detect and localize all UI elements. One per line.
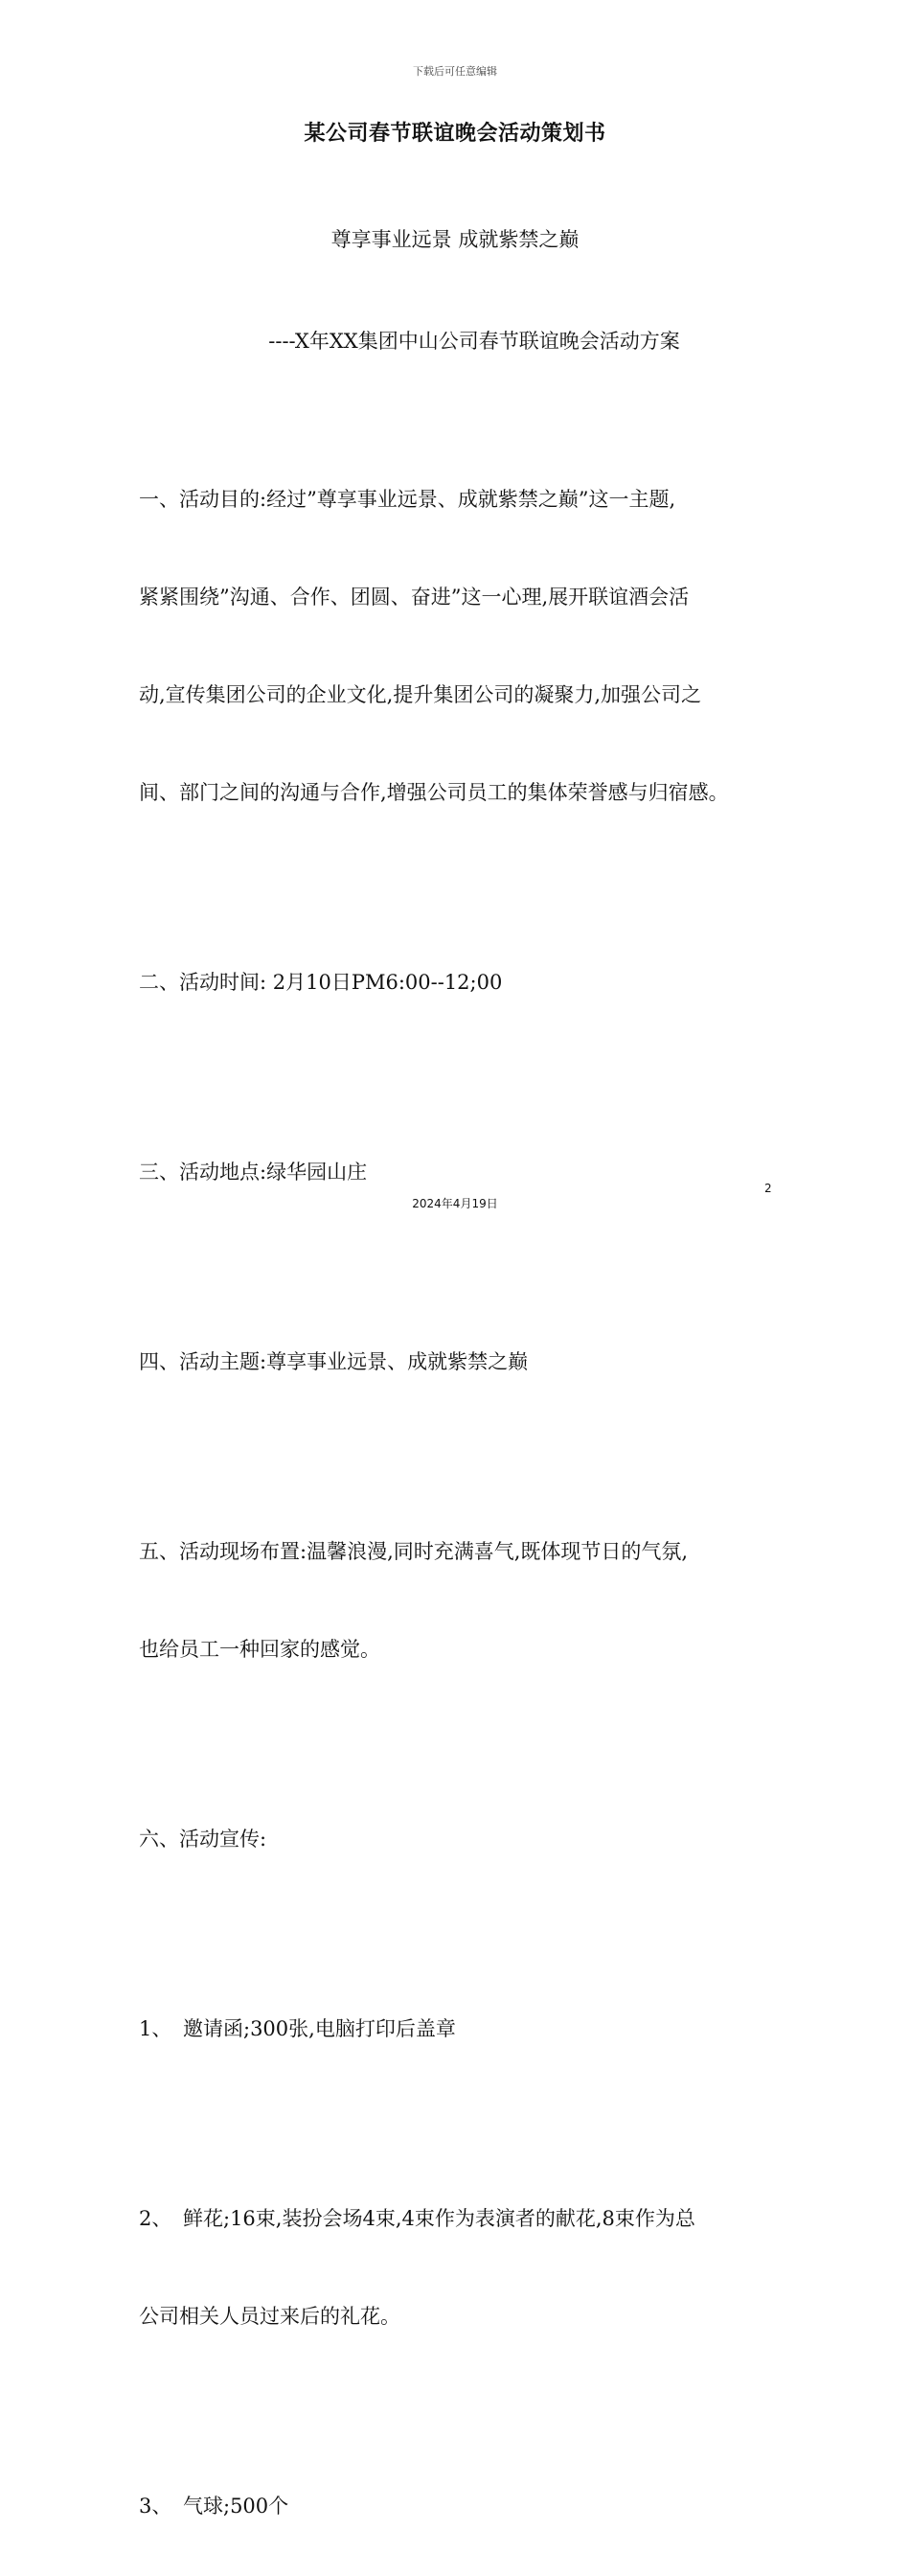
text-line: 四、活动主题:尊享事业远景、成就紫禁之巅 — [139, 1350, 529, 1373]
list-item — [139, 1947, 790, 2110]
section-location — [139, 1091, 790, 1254]
section-theme — [139, 1280, 790, 1443]
section-time — [139, 901, 790, 1064]
text-line: 也给员工一种回家的感觉。 — [139, 1638, 380, 1661]
section-promotion — [139, 1758, 790, 1920]
section-purpose — [139, 418, 790, 874]
list-text: 鲜花;16束,装扮会场4束,4束作为表演者的献花,8束作为总 — [183, 2207, 695, 2230]
document-plan-name: ----X年XX集团中山公司春节联谊晚会活动方案 — [268, 330, 680, 353]
text-line: 三、活动地点:绿华园山庄 — [139, 1161, 368, 1184]
list-number: 1、 — [139, 2017, 172, 2040]
page-number: 2 — [764, 1182, 772, 1195]
document-subtitle: 尊享事业远景 成就紫禁之巅 — [330, 228, 580, 251]
list-number: 2、 — [139, 2207, 172, 2230]
section-venue-decoration — [139, 1470, 790, 1731]
list-number: 3、 — [139, 2495, 172, 2518]
text-line: 动,宣传集团公司的企业文化,提升集团公司的凝聚力,加强公司之 — [139, 683, 702, 706]
document-body — [139, 418, 790, 2576]
text-line: 五、活动现场布置:温馨浪漫,同时充满喜气,既体现节日的气氛, — [139, 1540, 689, 1563]
text-line: 二、活动时间: 2月10日PM6:00--12;00 — [139, 971, 503, 994]
list-item — [139, 2137, 790, 2398]
document-title: 某公司春节联谊晚会活动策划书 — [304, 122, 606, 146]
text-line: 六、活动宣传: — [139, 1828, 267, 1851]
list-text: 气球;500个 — [183, 2495, 289, 2518]
list-item — [139, 2425, 790, 2576]
list-text-continued: 公司相关人员过来后的礼花。 — [139, 2305, 400, 2328]
header-note: 下载后可任意编辑 — [413, 65, 497, 78]
list-text: 邀请函;300张,电脑打印后盖章 — [183, 2017, 456, 2040]
text-line: 间、部门之间的沟通与合作,增强公司员工的集体荣誉感与归宿感。 — [139, 781, 729, 804]
text-line: 一、活动目的:经过”尊享事业远景、成就紫禁之巅”这一主题, — [139, 488, 676, 511]
footer-date: 2024年4月19日 — [412, 1197, 498, 1210]
text-line: 紧紧围绕”沟通、合作、团圆、奋进”这一心理,展开联谊酒会活 — [139, 586, 690, 609]
